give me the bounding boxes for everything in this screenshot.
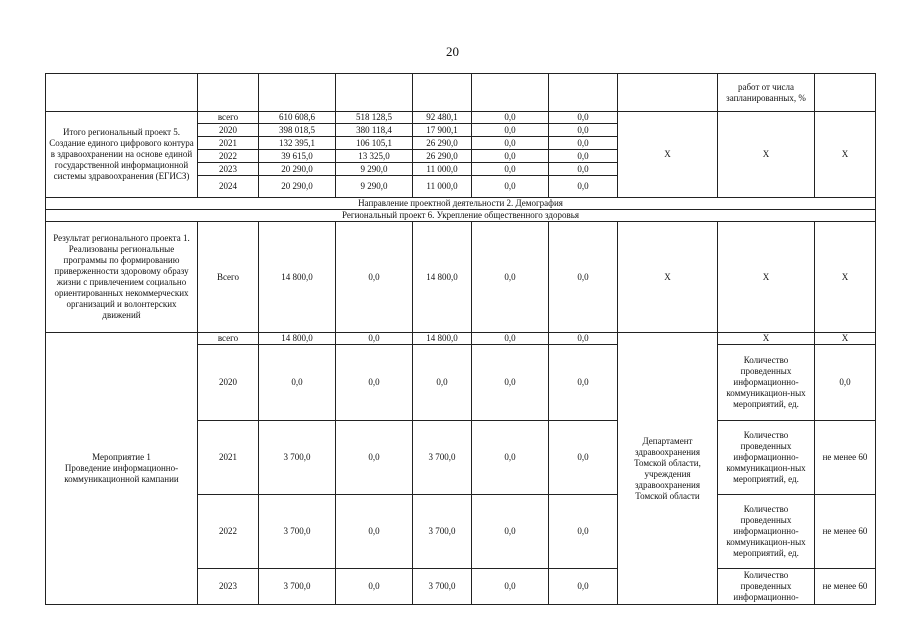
table-row <box>46 333 876 345</box>
year-cell: Всего <box>198 222 259 333</box>
year-cell: 2020 <box>198 345 259 421</box>
municipal-cell: 0,0 <box>472 124 549 137</box>
total-cell: 0,0 <box>259 345 336 421</box>
indicator-cell: Количество проведенных информационно-коммуникацион-ных мероприятий, ед. <box>718 421 815 495</box>
total-cell: 398 018,5 <box>259 124 336 137</box>
table-row <box>46 222 876 333</box>
regional-cell: 11 000,0 <box>413 163 472 176</box>
total-cell: 14 800,0 <box>259 333 336 345</box>
project6-heading: Региональный проект 6. Укрепление общественного здоровья <box>46 210 876 222</box>
municipal-cell: 0,0 <box>472 176 549 198</box>
other-cell: 0,0 <box>549 163 618 176</box>
value-cell: не менее 60 <box>815 495 876 569</box>
event1-title <box>46 333 198 605</box>
municipal-cell: 0,0 <box>472 421 549 495</box>
regional-cell: 0,0 <box>413 345 472 421</box>
regional-cell: 26 290,0 <box>413 150 472 163</box>
indicator-cell: Количество проведенных информационно-коммуникацион-ных мероприятий, ед. <box>718 495 815 569</box>
indicator-cell: работ от числа запланированных, % <box>718 74 815 112</box>
page-number: 20 <box>446 44 459 59</box>
indicator-cell: Количество проведенных информационно-коммуникацион-ных мероприятий, ед. <box>718 345 815 421</box>
municipal-cell: 0,0 <box>472 333 549 345</box>
municipal-cell: 0,0 <box>472 150 549 163</box>
federal-cell: 0,0 <box>336 345 413 421</box>
regional-cell: 11 000,0 <box>413 176 472 198</box>
municipal-cell: 0,0 <box>472 112 549 124</box>
x-mark: X <box>618 222 718 333</box>
other-cell: 0,0 <box>549 495 618 569</box>
other-cell: 0,0 <box>549 569 618 605</box>
total-cell: 3 700,0 <box>259 495 336 569</box>
federal-cell: 9 290,0 <box>336 176 413 198</box>
year-cell: всего <box>198 333 259 345</box>
year-cell: 2021 <box>198 421 259 495</box>
total-cell: 14 800,0 <box>259 222 336 333</box>
federal-cell: 0,0 <box>336 569 413 605</box>
municipal-cell: 0,0 <box>472 345 549 421</box>
total-cell: 20 290,0 <box>259 163 336 176</box>
other-cell: 0,0 <box>549 150 618 163</box>
federal-cell: 380 118,4 <box>336 124 413 137</box>
table-row <box>46 112 876 124</box>
year-cell: 2022 <box>198 150 259 163</box>
regional-cell: 17 900,1 <box>413 124 472 137</box>
event1-subtitle: Проведение информационно-коммуникационной кампании <box>64 463 179 484</box>
year-cell: 2023 <box>198 163 259 176</box>
value-cell: не менее 60 <box>815 569 876 605</box>
regional-cell: 26 290,0 <box>413 137 472 150</box>
x-mark: X <box>718 222 815 333</box>
project5-title: Итого региональный проект 5. Создание единого цифрового контура в здравоохранении на основе единой государственной информационной системы здравоохранения (ЕГИСЗ) <box>46 112 198 198</box>
total-cell: 3 700,0 <box>259 569 336 605</box>
x-mark: X <box>718 112 815 198</box>
x-mark: X <box>815 222 876 333</box>
x-mark: X <box>815 112 876 198</box>
federal-cell: 0,0 <box>336 421 413 495</box>
other-cell: 0,0 <box>549 124 618 137</box>
total-cell: 39 615,0 <box>259 150 336 163</box>
budget-table <box>45 73 876 605</box>
federal-cell: 13 325,0 <box>336 150 413 163</box>
total-cell: 132 395,1 <box>259 137 336 150</box>
federal-cell: 9 290,0 <box>336 163 413 176</box>
value-cell: не менее 60 <box>815 421 876 495</box>
regional-cell: 92 480,1 <box>413 112 472 124</box>
municipal-cell: 0,0 <box>472 137 549 150</box>
direction-heading: Направление проектной деятельности 2. Демография <box>46 198 876 210</box>
municipal-cell: 0,0 <box>472 569 549 605</box>
total-cell: 3 700,0 <box>259 421 336 495</box>
regional-cell: 3 700,0 <box>413 495 472 569</box>
year-cell: 2022 <box>198 495 259 569</box>
year-cell: 2024 <box>198 176 259 198</box>
other-cell: 0,0 <box>549 176 618 198</box>
federal-cell: 518 128,5 <box>336 112 413 124</box>
other-cell: 0,0 <box>549 345 618 421</box>
year-cell: всего <box>198 112 259 124</box>
regional-cell: 3 700,0 <box>413 421 472 495</box>
total-cell: 610 608,6 <box>259 112 336 124</box>
other-cell: 0,0 <box>549 112 618 124</box>
federal-cell: 0,0 <box>336 495 413 569</box>
other-cell: 0,0 <box>549 333 618 345</box>
year-cell: 2020 <box>198 124 259 137</box>
continuation-row <box>46 74 876 112</box>
result1-title: Результат регионального проекта 1. Реализованы региональные программы по формированию приверженности здоровому образу жизни с привлечением социально ориентированных некоммерческих организаций и волонтерских движений <box>46 222 198 333</box>
year-cell: 2023 <box>198 569 259 605</box>
municipal-cell: 0,0 <box>472 495 549 569</box>
x-mark: X <box>718 333 815 345</box>
value-cell: 0,0 <box>815 345 876 421</box>
regional-cell: 14 800,0 <box>413 333 472 345</box>
regional-cell: 14 800,0 <box>413 222 472 333</box>
x-mark: X <box>618 112 718 198</box>
other-cell: 0,0 <box>549 421 618 495</box>
indicator-cell: Количество проведенных информационно- <box>718 569 815 605</box>
event1-number: Мероприятие 1 <box>92 452 151 462</box>
municipal-cell: 0,0 <box>472 222 549 333</box>
federal-cell: 0,0 <box>336 333 413 345</box>
federal-cell: 0,0 <box>336 222 413 333</box>
total-cell: 20 290,0 <box>259 176 336 198</box>
executor-cell: Департамент здравоохранения Томской области, учреждения здравоохранения Томской области <box>618 333 718 605</box>
municipal-cell: 0,0 <box>472 163 549 176</box>
other-cell: 0,0 <box>549 222 618 333</box>
x-mark: X <box>815 333 876 345</box>
regional-cell: 3 700,0 <box>413 569 472 605</box>
other-cell: 0,0 <box>549 137 618 150</box>
year-cell: 2021 <box>198 137 259 150</box>
federal-cell: 106 105,1 <box>336 137 413 150</box>
